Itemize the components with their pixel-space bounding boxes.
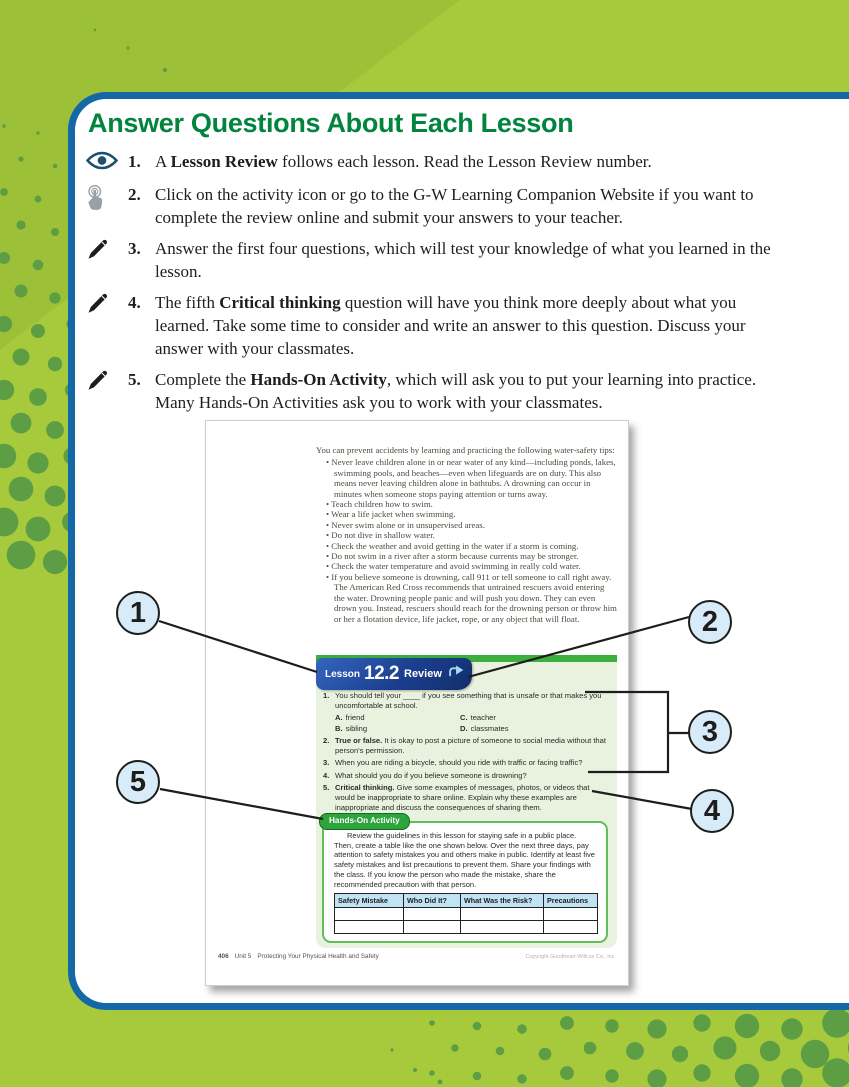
lesson-label: Lesson	[325, 668, 361, 680]
step-text	[155, 237, 779, 283]
table-row	[335, 908, 598, 921]
pencil-icon	[86, 291, 128, 320]
table-header: Safety Mistake	[335, 894, 404, 908]
table-header: Precautions	[544, 894, 598, 908]
table-cell	[335, 908, 404, 921]
question-2	[323, 736, 611, 755]
review-questions	[323, 691, 611, 815]
question-body-text: It is okay to post a picture of someone to social media without that person's permission.	[335, 736, 606, 755]
hands-on-activity-box	[322, 821, 608, 943]
instruction-steps	[86, 150, 792, 422]
question-body-text: What should you do if you believe someone is drowning?	[335, 770, 527, 780]
question-bold-lead: Critical thinking.	[335, 783, 395, 793]
step-text	[155, 291, 779, 360]
step-text-pre: The fifth	[155, 293, 220, 312]
water-safety-intro: You can prevent accidents by learning and practicing the following water-safety tips:	[316, 445, 615, 455]
tap-icon	[86, 183, 128, 217]
question-body-text: You should tell your ____ if you see something that is unsafe or that makes you uncomfortable at school.	[335, 691, 602, 710]
question-number: 5.	[323, 783, 330, 793]
answer-text: sibling	[345, 723, 368, 733]
question-1	[323, 691, 611, 710]
step-5	[86, 368, 792, 414]
textbook-page-preview	[205, 420, 629, 986]
callout-5: 5	[116, 760, 160, 804]
step-1	[86, 150, 792, 175]
water-safety-text	[316, 445, 617, 624]
step-text-post: , which will ask you to put your learning into practice. Many Hands-On Activities ask you to work with your classmates.	[155, 370, 757, 412]
table-cell	[461, 921, 544, 934]
step-text-post: question will have you think more deeply about what you learned. Take some time to consider and write an answer to this question. Discuss your answer with your classmates.	[155, 293, 746, 358]
table-header: What Was the Risk?	[461, 894, 544, 908]
water-tip: • If you believe someone is drowning, call 911 or tell someone to call right away. The American Red Cross recommends that untrained rescuers avoid entering the water. Drowning people panic and will push you down. They can even drown you. Instead, rescuers should reach for the drowning person or throw him or her a flotation device, life jacket, rope, or any object that will float.	[326, 572, 617, 624]
answer-choices	[335, 713, 611, 733]
answer-text: friend	[345, 713, 365, 723]
step-4	[86, 291, 792, 360]
page-footer	[218, 953, 616, 960]
step-text-post: follows each lesson. Read the Lesson Review number.	[277, 152, 652, 171]
safety-mistake-table	[334, 893, 598, 934]
question-3	[323, 758, 611, 768]
pencil-icon	[86, 368, 128, 397]
answer-a	[335, 713, 460, 722]
step-text-pre: A	[155, 152, 171, 171]
question-number: 1.	[323, 691, 330, 700]
question-bold-lead: True or false.	[335, 736, 383, 745]
question-body-text: When you are riding a bicycle, should you ride with traffic or facing traffic?	[335, 758, 583, 768]
question-number: 4.	[323, 770, 330, 780]
question-4	[323, 771, 611, 781]
answer-letter: B.	[335, 723, 343, 733]
callout-4: 4	[690, 789, 734, 833]
page-title: Answer Questions About Each Lesson	[88, 108, 574, 138]
table-cell	[461, 908, 544, 921]
step-text	[155, 183, 779, 229]
water-tip: • Do not dive in shallow water.	[326, 530, 617, 540]
lesson-review-badge	[316, 658, 472, 690]
step-text-bold: Lesson Review	[170, 152, 278, 171]
page-number: 406	[218, 953, 229, 960]
step-number: 5.	[128, 370, 141, 389]
callout-1: 1	[116, 591, 160, 635]
callout-3: 3	[688, 710, 732, 754]
step-text-bold: Hands-On Activity	[250, 370, 387, 389]
table-cell	[544, 921, 598, 934]
step-2	[86, 183, 792, 229]
table-row	[335, 921, 598, 934]
table-header: Who Did It?	[404, 894, 461, 908]
pencil-icon	[86, 237, 128, 266]
book-title: Protecting Your Physical Health and Safety	[257, 953, 379, 960]
water-safety-tips	[326, 457, 617, 624]
copyright-text: Copyright Goodheart-Willcox Co., Inc.	[525, 954, 616, 960]
answer-letter: A.	[335, 713, 343, 723]
step-number: 1.	[128, 152, 141, 171]
step-text	[155, 150, 779, 173]
step-text-bold: Critical thinking	[219, 293, 341, 312]
answer-b	[335, 724, 460, 733]
table-cell	[404, 908, 461, 921]
question-text	[335, 771, 611, 781]
step-text-post: Answer the first four questions, which will test your knowledge of what you learned in the lesson.	[155, 239, 771, 281]
lesson-number: 12.2	[364, 663, 399, 684]
question-text	[335, 691, 611, 710]
table-cell	[404, 921, 461, 934]
step-number: 2.	[128, 185, 141, 204]
answer-d	[460, 724, 611, 733]
question-text	[335, 783, 611, 812]
answer-letter: D.	[460, 723, 468, 733]
water-tip: • Check the water temperature and avoid swimming in really cold water.	[326, 561, 617, 571]
answer-text: classmates	[470, 723, 509, 733]
water-tip: • Never swim alone or in unsupervised areas.	[326, 520, 617, 530]
question-5	[323, 783, 611, 812]
hands-on-activity-text: Review the guidelines in this lesson for staying safe in a public place. Then, create a table like the one shown below. Over the next three days, pay attention to safety mistakes you and others make in public. Identify at least five safety mistakes and list precautions to prevent them. Share your findings with the class. If you know the person who made the mistake, share the recommended precaution with that person.	[334, 831, 595, 889]
water-tip: • Do not swim in a river after a storm because currents may be stronger.	[326, 551, 617, 561]
online-activity-arrow-icon	[448, 665, 465, 683]
answer-text: teacher	[470, 713, 496, 723]
unit-label: Unit 5	[234, 953, 252, 960]
water-tip: • Teach children how to swim.	[326, 499, 617, 509]
question-number: 2.	[323, 736, 330, 745]
hands-on-activity-badge: Hands-On Activity	[319, 813, 410, 830]
table-header-row	[335, 894, 598, 908]
step-text	[155, 368, 779, 414]
step-number: 3.	[128, 239, 141, 258]
footer-left	[218, 953, 379, 960]
question-text	[335, 758, 611, 768]
table-cell	[544, 908, 598, 921]
question-body-text: Give some examples of messages, photos, or videos that would be inappropriate to share online. Explain why these examples are inappropriate and discuss the consequences of sharing them.	[335, 783, 590, 812]
question-text	[335, 736, 611, 755]
step-text-post: Click on the activity icon or go to the G-W Learning Companion Website if you want to complete the review online and submit your answers to your teacher.	[155, 185, 754, 227]
answer-letter: C.	[460, 713, 468, 723]
eye-icon	[86, 150, 128, 175]
water-tip: • Never leave children alone in or near water of any kind—including ponds, lakes, swimming pools, and beaches—even when lifeguards are on duty. This also means never leaving children alone in bathtubs. A drowning can occur in minutes when someone stops paying attention or turns away.	[326, 457, 617, 499]
step-text-pre: Complete the	[155, 370, 251, 389]
step-number: 4.	[128, 293, 141, 312]
table-cell	[335, 921, 404, 934]
step-3	[86, 237, 792, 283]
water-tip: • Wear a life jacket when swimming.	[326, 509, 617, 519]
water-tip: • Check the weather and avoid getting in the water if a storm is coming.	[326, 541, 617, 551]
review-label: Review	[404, 668, 442, 680]
question-number: 3.	[323, 758, 330, 768]
answer-c	[460, 713, 611, 722]
callout-2: 2	[688, 600, 732, 644]
